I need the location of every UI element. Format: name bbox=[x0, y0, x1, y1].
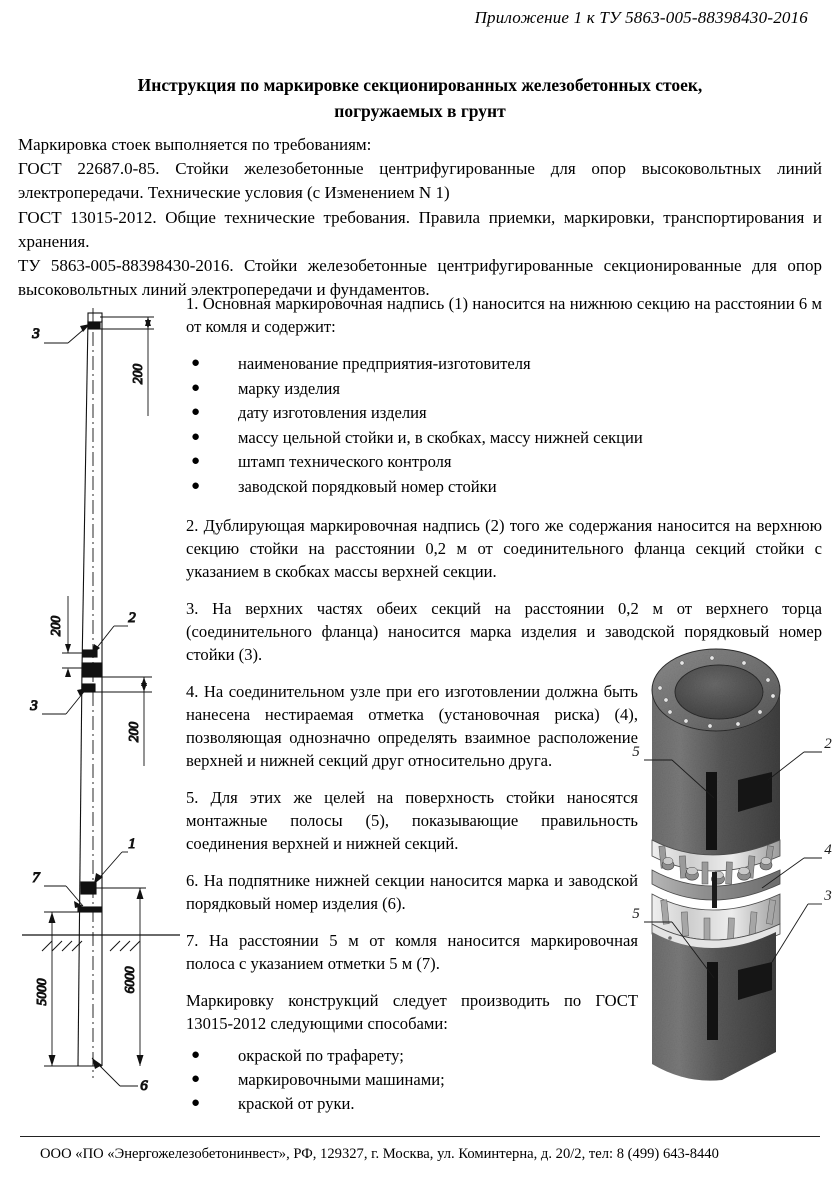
marking-methods-lead: Маркировку конструкций следует производить по ГОСТ 13015-2012 следующими способами: bbox=[186, 990, 638, 1033]
footer-company-line: ООО «ПО «Энергожелезобетонинвест», РФ, 129327, г. Москва, ул. Коминтерна, д. 20/2, тел: 8 (499) 643-8440 bbox=[40, 1146, 719, 1162]
upper-section-bore bbox=[675, 665, 763, 719]
pole-upper-left-edge bbox=[82, 320, 88, 668]
dim-200-low bbox=[95, 677, 152, 766]
dim-label-6000: 6000 bbox=[122, 966, 137, 994]
flange-joint-assembly bbox=[652, 840, 780, 956]
ground-hatching bbox=[42, 941, 140, 951]
marking-7-band-5m bbox=[78, 907, 101, 912]
intro-ref-gost-22687: ГОСТ 22687.0-85. Стойки железобетонные центрифугированные для опор высоковольтных линий электропередачи. Технические условия (с Изменением N 1) bbox=[18, 159, 822, 203]
intro-lead: Маркировка стоек выполняется по требованиям: bbox=[18, 135, 372, 154]
pole-schematic-drawing bbox=[22, 296, 182, 1096]
leader-1 bbox=[94, 852, 128, 884]
dim-label-200-low: 200 bbox=[126, 721, 141, 743]
callout-6: 6 bbox=[140, 1078, 148, 1094]
callout-3-illus: 3 bbox=[824, 888, 832, 904]
instruction-item-3: 3. На верхних частях обеих секций на расстоянии 0,2 м от верхнего торца (соединительного фланца) наносится марка изделия и заводской порядковый номер стойки (3). bbox=[186, 598, 822, 664]
page-title bbox=[40, 72, 800, 124]
callout-2-mid: 2 bbox=[128, 610, 136, 626]
bullet-icon: ● bbox=[191, 404, 201, 421]
list-item bbox=[186, 450, 822, 475]
intro-ref-gost-13015: ГОСТ 13015-2012. Общие технические требования. Правила приемки, маркировки, транспортирования и хранения. bbox=[18, 207, 822, 251]
callout-7: 7 bbox=[32, 870, 40, 886]
list-item-label: дату изготовления изделия bbox=[238, 403, 427, 423]
leader-7 bbox=[44, 886, 83, 908]
dim-label-200-mid: 200 bbox=[48, 615, 63, 637]
list-item-label: краской от руки. bbox=[238, 1094, 355, 1114]
joint-3d-illustration bbox=[626, 632, 840, 1102]
list-item-label: маркировочными машинами; bbox=[238, 1069, 445, 1089]
callout-1: 1 bbox=[128, 836, 136, 852]
list-item-label: массу цельной стойки и, в скобках, массу нижней секции bbox=[238, 427, 643, 447]
callout-2: 2 bbox=[824, 736, 832, 752]
list-item bbox=[186, 377, 822, 402]
callout-3-mid: 3 bbox=[30, 698, 38, 714]
mounting-stripe-5-lower bbox=[707, 962, 718, 1040]
instruction-item-6: 6. На подпятнике нижней секции наносится марка и заводской порядковый номер изделия (6). bbox=[186, 870, 638, 913]
pole-top-cap bbox=[88, 313, 102, 322]
alignment-mark-4 bbox=[712, 872, 717, 908]
callout-5-upper: 5 bbox=[632, 744, 640, 760]
bullet-icon: ● bbox=[191, 355, 201, 371]
item1-bullet-list bbox=[186, 352, 822, 500]
bullet-icon: ● bbox=[191, 1046, 201, 1063]
bullet-icon: ● bbox=[191, 379, 201, 396]
page-title-line1: Инструкция по маркировке секционированных железобетонных стоек, bbox=[137, 75, 703, 95]
page-title-line2: погружаемых в грунт bbox=[334, 101, 506, 121]
callout-5-lower: 5 bbox=[632, 906, 640, 922]
callout-3-top: 3 bbox=[32, 326, 40, 342]
pole-lower-left-edge bbox=[78, 668, 82, 1066]
bullet-icon: ● bbox=[191, 1070, 201, 1087]
list-item bbox=[186, 352, 822, 377]
bullet-icon: ● bbox=[191, 477, 201, 494]
joint-flange-block bbox=[82, 663, 102, 677]
instruction-item-7: 7. На расстоянии 5 м от комля наносится маркировочная полоса с указанием отметки 5 м (7). bbox=[186, 930, 638, 973]
appendix-header: Приложение 1 к ТУ 5863-005-88398430-2016 bbox=[474, 8, 808, 27]
footer-divider bbox=[20, 1136, 820, 1137]
intro-block bbox=[18, 133, 822, 302]
leader-2-mid bbox=[92, 626, 128, 654]
leader-3-top bbox=[44, 324, 90, 343]
intro-ref-tu-5863: ТУ 5863-005-88398430-2016. Стойки железобетонные центрифугированные секционированные для опор высоковольтных линий электропередачи и фундаментов. bbox=[18, 256, 822, 300]
bullet-icon: ● bbox=[191, 453, 201, 470]
list-item bbox=[186, 401, 822, 426]
leader-6 bbox=[92, 1058, 138, 1086]
list-item bbox=[186, 426, 822, 451]
list-item-label: штамп технического контроля bbox=[238, 452, 452, 472]
dim-200-top bbox=[100, 317, 154, 416]
upper-concrete-section bbox=[652, 649, 780, 855]
mounting-stripe-5-upper bbox=[706, 772, 717, 850]
marking-3-top bbox=[88, 322, 100, 329]
dim-label-5000: 5000 bbox=[34, 978, 49, 1006]
instruction-item-5: 5. Для этих же целей на поверхность стойки наносятся монтажные полосы (5), показывающие правильность соединения верхней и нижней секций. bbox=[186, 787, 638, 853]
instruction-item-2: 2. Дублирующая маркировочная надпись (2) того же содержания наносится на верхнюю секцию стойки на расстоянии 0,2 м от соединительного фланца секций стойки с указанием в скобках массы верхней секции. bbox=[186, 515, 822, 581]
bullet-icon: ● bbox=[191, 428, 201, 445]
bullet-icon: ● bbox=[191, 1095, 201, 1112]
instruction-item-4: 4. На соединительном узле при его изготовлении должна быть нанесена нестираемая отметка (установочная риска) (4), позволяющая однозначно определять взаимное расположение верхней и нижней секций друг относительно друга. bbox=[186, 681, 638, 770]
dim-6000 bbox=[96, 888, 146, 1066]
list-item-label: марку изделия bbox=[238, 378, 341, 398]
dim-label-200-top: 200 bbox=[130, 363, 145, 385]
list-item-label: наименование предприятия-изготовителя bbox=[238, 354, 531, 373]
lower-concrete-section bbox=[652, 932, 776, 1081]
leader-3-mid bbox=[42, 688, 87, 714]
list-item-label: окраской по трафарету; bbox=[238, 1045, 404, 1065]
marking-1-main-inscription bbox=[81, 882, 96, 894]
list-item bbox=[186, 475, 822, 500]
instruction-item-1: 1. Основная маркировочная надпись (1) наносится на нижнюю секцию на расстоянии 6 м от комля и содержит: bbox=[186, 294, 822, 336]
callout-4: 4 bbox=[824, 842, 832, 858]
list-item-label: заводской порядковый номер стойки bbox=[238, 476, 497, 496]
